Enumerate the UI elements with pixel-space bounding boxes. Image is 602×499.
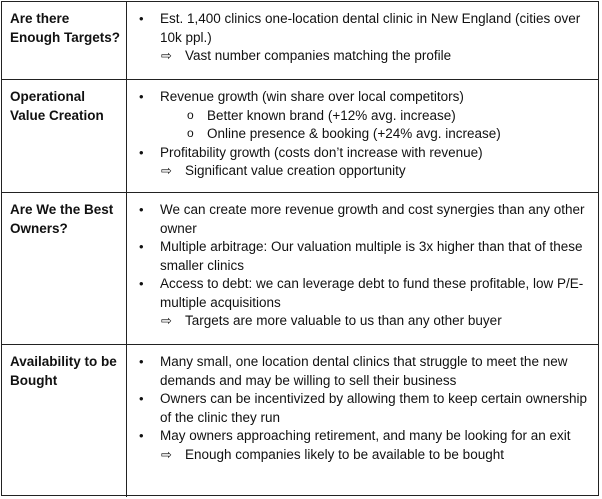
arrow-item: [138, 312, 588, 331]
bullet-item: • May owners approaching retirement, and many be looking for an exit: [138, 427, 588, 446]
row-content: [138, 353, 588, 464]
acquisition-criteria-table: [1, 1, 599, 496]
bullet-item: • Access to debt: we can leverage debt to fund these profitable, low P/E-multiple acquisitions: [138, 275, 588, 312]
arrow-item-text: Targets are more valuable to us than any other buyer: [185, 313, 502, 328]
arrow-item: [138, 47, 588, 66]
row-label: Are We the Best Owners?: [10, 202, 114, 236]
sub-bullet-item: o Online presence & booking (+24% avg. increase): [138, 125, 588, 144]
row-content: [138, 88, 588, 181]
row-label: Availability to be Bought: [10, 354, 117, 388]
bullet-item: • Profitability growth (costs don’t increase with revenue): [138, 144, 588, 163]
table-row: [2, 79, 598, 192]
arrow-icon: ⇨: [161, 313, 172, 328]
row-content: [138, 10, 588, 66]
arrow-icon: ⇨: [161, 48, 172, 63]
arrow-item-text: Vast number companies matching the profile: [185, 48, 452, 63]
column-divider: [126, 193, 127, 344]
table-row: [2, 192, 598, 344]
bullet-item: • Revenue growth (win share over local competitors): [138, 88, 588, 107]
table-row: [2, 2, 598, 79]
arrow-item: [138, 162, 588, 181]
row-label: Are there Enough Targets?: [10, 11, 120, 45]
bullet-item: • We can create more revenue growth and cost synergies than any other owner: [138, 201, 588, 238]
arrow-item: [138, 446, 588, 465]
bullet-item: • Est. 1,400 clinics one-location dental clinic in New England (cities over 10k ppl.): [138, 10, 588, 47]
arrow-icon: ⇨: [161, 163, 172, 178]
sub-bullet-item: o Better known brand (+12% avg. increase): [138, 107, 588, 126]
arrow-item-text: Enough companies likely to be available to be bought: [185, 446, 504, 462]
row-content: [138, 201, 588, 331]
arrow-icon: ⇨: [161, 446, 172, 462]
table-row: [2, 344, 598, 497]
row-label: Operational Value Creation: [10, 89, 104, 123]
column-divider: [126, 80, 127, 192]
bullet-item: • Owners can be incentivized by allowing them to keep certain ownership of the clinic they run: [138, 390, 588, 427]
bullet-item: • Multiple arbitrage: Our valuation multiple is 3x higher than that of these smaller clinics: [138, 238, 588, 275]
arrow-item-text: Significant value creation opportunity: [185, 163, 406, 178]
column-divider: [126, 345, 127, 497]
column-divider: [126, 2, 127, 79]
bullet-item: • Many small, one location dental clinics that struggle to meet the new demands and may be willing to sell their business: [138, 353, 588, 390]
